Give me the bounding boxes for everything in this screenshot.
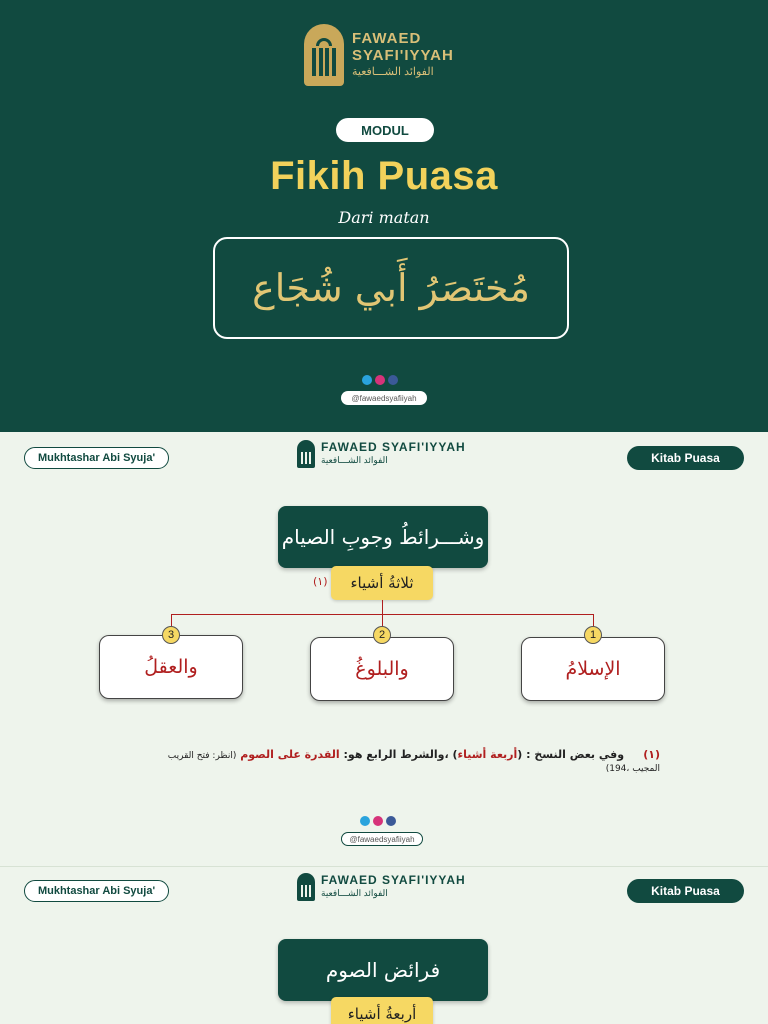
footnote-text-1: وفي بعض النسخ : ( bbox=[517, 748, 625, 761]
header-logo bbox=[297, 440, 466, 468]
chapter-pill: Kitab Puasa bbox=[627, 879, 744, 903]
tree-drop-2 bbox=[382, 614, 383, 626]
facebook-icon[interactable] bbox=[388, 375, 398, 385]
condition-item-1: الإسلامُ bbox=[521, 637, 665, 701]
page-title: Fikih Puasa bbox=[270, 154, 498, 198]
footnote bbox=[150, 748, 660, 774]
logo-emblem-icon bbox=[297, 440, 315, 468]
facebook-icon[interactable] bbox=[386, 816, 396, 826]
logo-line-2: SYAFI'IYYAH bbox=[352, 46, 454, 64]
number-badge-2: 2 bbox=[373, 626, 391, 644]
section-heading: وشـــرائطُ وجوبِ الصيام bbox=[278, 506, 488, 568]
header-logo-text: FAWAED SYAFI'IYYAH bbox=[321, 873, 466, 887]
footnote-marker: (١) bbox=[643, 748, 660, 761]
instagram-icon[interactable] bbox=[373, 816, 383, 826]
page-header bbox=[0, 438, 768, 478]
footnote-highlight-2: القدرة على الصوم bbox=[240, 748, 340, 761]
matan-title-box bbox=[213, 237, 569, 339]
instagram-icon[interactable] bbox=[375, 375, 385, 385]
brand-logo bbox=[304, 24, 454, 86]
book-name-pill: Mukhtashar Abi Syuja' bbox=[24, 880, 169, 902]
tree-stem bbox=[382, 600, 383, 614]
header-logo-text: FAWAED SYAFI'IYYAH bbox=[321, 440, 466, 454]
footnote-highlight-1: أربعة أشياء bbox=[457, 748, 518, 761]
content-page-2 bbox=[0, 867, 768, 1024]
logo-emblem-icon bbox=[297, 873, 315, 901]
telegram-icon[interactable] bbox=[360, 816, 370, 826]
chapter-pill: Kitab Puasa bbox=[627, 446, 744, 470]
header-logo-arabic: الفوائد الشـــافعية bbox=[321, 888, 388, 898]
header-logo-arabic: الفوائد الشـــافعية bbox=[321, 455, 388, 465]
logo-arabic: الفوائد الشـــافعية bbox=[352, 65, 434, 78]
number-badge-3: 3 bbox=[162, 626, 180, 644]
subtitle: Dari matan bbox=[338, 208, 430, 227]
matan-arabic-title: مُختَصَرُ أَبي شُجَاع bbox=[252, 266, 530, 310]
section-heading: فرائض الصوم bbox=[278, 939, 488, 1001]
header-logo bbox=[297, 873, 466, 901]
logo-line-1: FAWAED bbox=[352, 29, 422, 47]
section-subheading: ثلاثةُ أشياء bbox=[331, 566, 433, 600]
footnote-reference: (١) bbox=[313, 575, 328, 588]
social-icons bbox=[360, 816, 396, 826]
book-name-pill: Mukhtashar Abi Syuja' bbox=[24, 447, 169, 469]
social-handle[interactable]: @fawaedsyafiiyah bbox=[341, 832, 423, 846]
condition-item-3: والعقلُ bbox=[99, 635, 243, 699]
section-subheading: أربعةُ أشياء bbox=[331, 997, 433, 1024]
social-icons bbox=[362, 375, 398, 385]
modul-badge: MODUL bbox=[336, 118, 434, 142]
number-badge-1: 1 bbox=[584, 626, 602, 644]
tree-drop-1 bbox=[593, 614, 594, 626]
logo-wordmark bbox=[352, 30, 454, 81]
cover-page bbox=[0, 0, 768, 432]
telegram-icon[interactable] bbox=[362, 375, 372, 385]
social-handle[interactable]: @fawaedsyafiiyah bbox=[341, 391, 427, 405]
content-page-1 bbox=[0, 432, 768, 866]
logo-emblem-icon bbox=[304, 24, 344, 86]
page-header bbox=[0, 871, 768, 911]
footnote-source: (انظر: فتح القريب المجيب ،194) bbox=[167, 751, 660, 774]
condition-item-2: والبلوغُ bbox=[310, 637, 454, 701]
tree-drop-3 bbox=[171, 614, 172, 626]
footnote-text-2: ) ،والشرط الرابع هو: bbox=[339, 748, 458, 761]
